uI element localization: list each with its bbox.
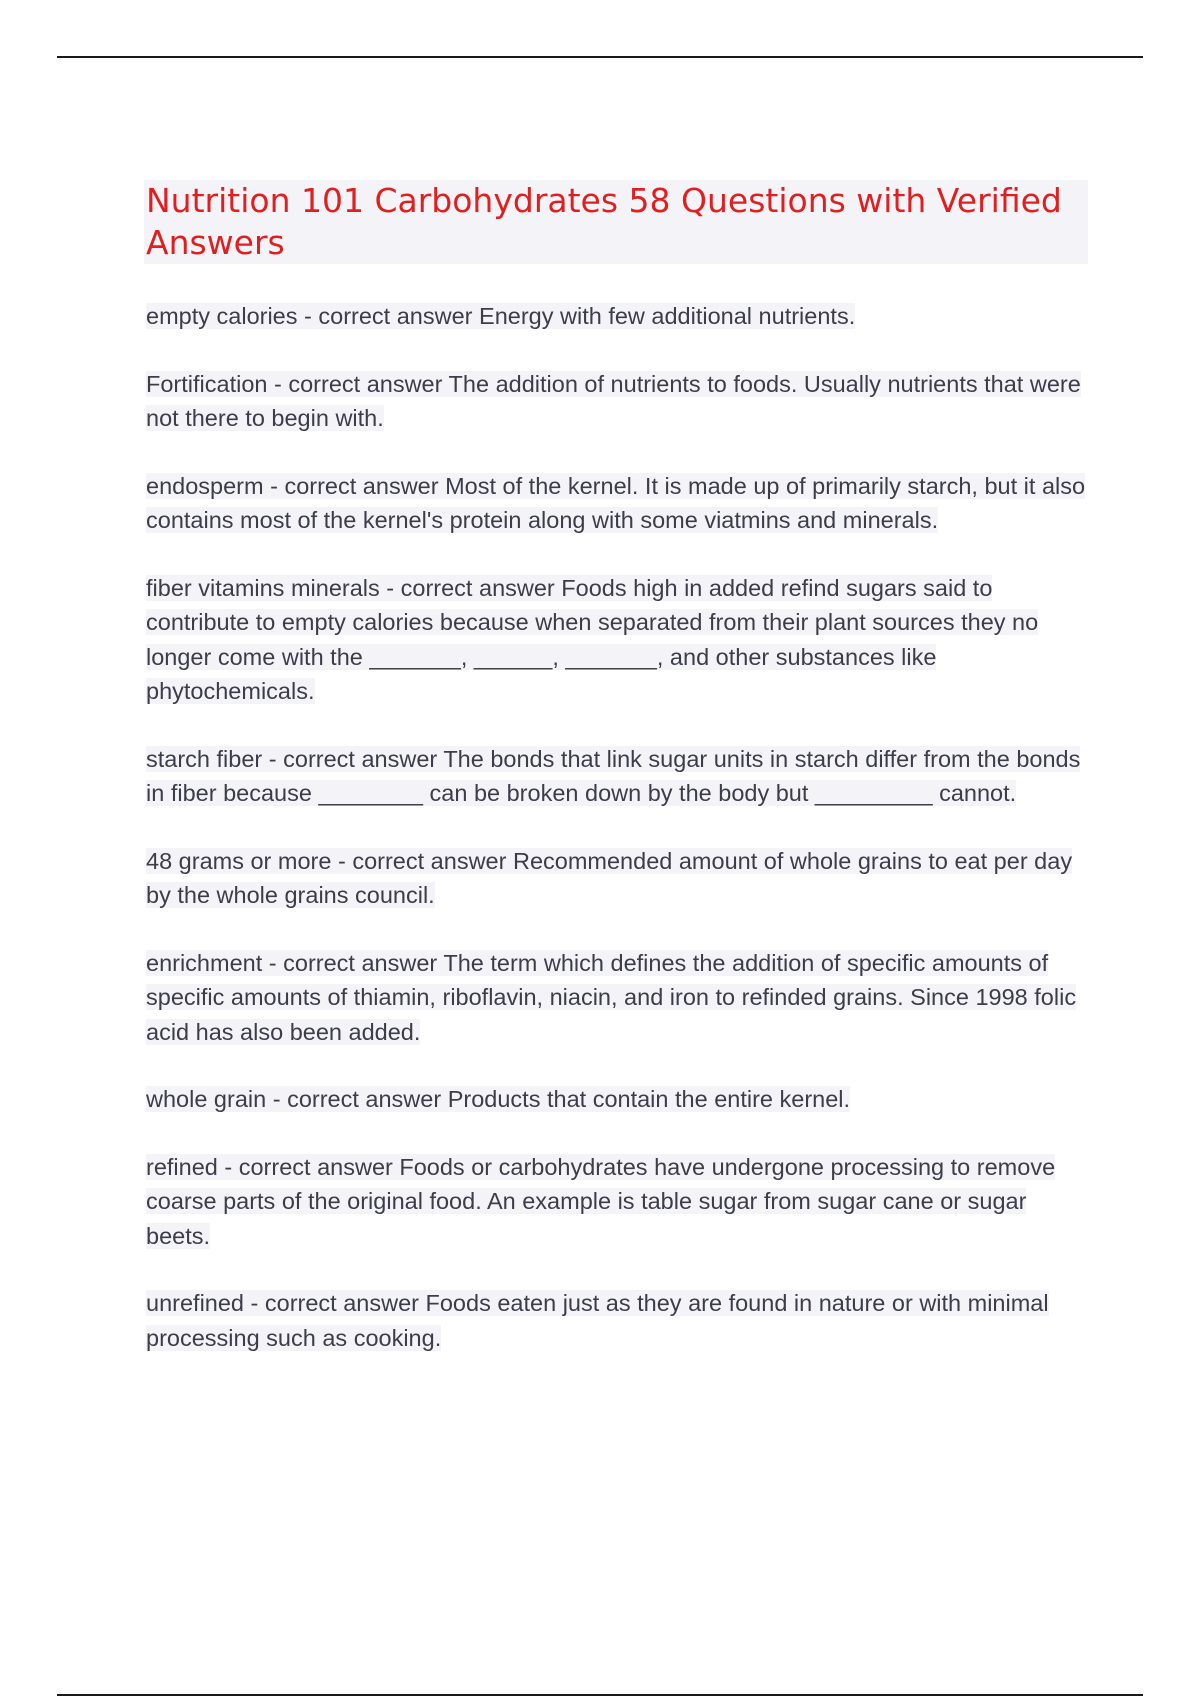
qa-entry-text: refined - correct answer Foods or carbohydrates have undergone processing to remove coarse parts of the original food. An example is table sugar from sugar cane or sugar beets. [146, 1153, 1056, 1249]
document-title: Nutrition 101 Carbohydrates 58 Questions with Verified Answers [146, 181, 1062, 262]
qa-list [146, 299, 1088, 1388]
qa-entry-text: starch fiber - correct answer The bonds that link sugar units in starch differ from the bonds in fiber because ________ can be broken down by the body but _________ cannot. [146, 745, 1081, 806]
qa-entry-text: Fortification - correct answer The addition of nutrients to foods. Usually nutrients that were not there to begin with. [146, 370, 1081, 431]
qa-entry-text: 48 grams or more - correct answer Recommended amount of whole grains to eat per day by the whole grains council. [146, 847, 1073, 908]
qa-entry-text: enrichment - correct answer The term which defines the addition of specific amounts of specific amounts of thiamin, riboflavin, niacin, and iron to refinded grains. Since 1998 folic acid has also been added. [146, 949, 1077, 1045]
qa-entry-text: empty calories - correct answer Energy with few additional nutrients. [146, 303, 856, 329]
qa-entry [146, 1286, 1088, 1355]
qa-entry [146, 367, 1088, 436]
top-rule [57, 56, 1143, 58]
qa-entry [146, 469, 1088, 538]
qa-entry [146, 1082, 1088, 1117]
qa-entry-text: fiber vitamins minerals - correct answer Foods high in added refind sugars said to contribute to empty calories because when separated from their plant sources they no longer come with the _______, ______, _______, and other substances like phytochemicals. [146, 574, 1039, 704]
qa-entry [146, 946, 1088, 1050]
qa-entry [146, 299, 1088, 334]
qa-entry-text: whole grain - correct answer Products that contain the entire kernel. [146, 1086, 851, 1112]
qa-entry [146, 844, 1088, 913]
qa-entry [146, 571, 1088, 709]
qa-entry [146, 742, 1088, 811]
qa-entry-text: unrefined - correct answer Foods eaten just as they are found in nature or with minimal processing such as cooking. [146, 1290, 1049, 1351]
qa-entry [146, 1150, 1088, 1254]
bottom-rule [57, 1694, 1143, 1696]
qa-entry-text: endosperm - correct answer Most of the kernel. It is made up of primarily starch, but it also contains most of the kernel's protein along with some viatmins and minerals. [146, 472, 1086, 533]
